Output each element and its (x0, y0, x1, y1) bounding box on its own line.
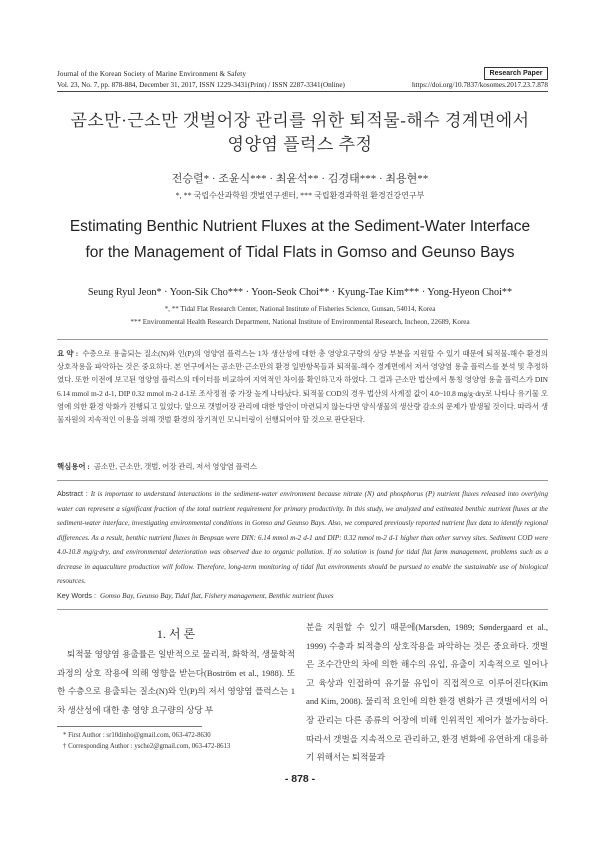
english-title-line1: Estimating Benthic Nutrient Fluxes at the Sediment-Water Interface (69, 218, 531, 235)
divider (57, 480, 548, 481)
english-abstract-label: Abstract : (57, 490, 88, 498)
korean-abstract (57, 347, 548, 426)
english-affiliation-1: *, ** Tidal Flat Research Center, National Institute of Fisheries Science, Gunsan, 54014, Korea (164, 305, 436, 313)
body-text-left: 퇴적물 영양염 용출률은 일반적으로 물리적, 화학적, 생물학적 과정의 상호 작용에 의해 영향을 받는다(Boström et al., 1988). 또한 수층으로 용출되는 질소(N)와 인(P)의 저서 영양염 플럭스는 1차 생산성에 대한 총 영양 요구량의 상당 부 (57, 649, 295, 715)
korean-title-line1: 곰소만·근소만 갯벌어장 관리를 위한 퇴적물-해수 경계면에서 (70, 111, 530, 130)
divider (57, 339, 548, 340)
english-abstract-text: It is important to understand interactions in the sediment-water environment because nitrate (N) and phosphorus (P) nutrient fluxes released into overlying water can represent a significant fraction of the total nutrient requirement for primary productivity. In this study, we analyzed and estimated benthic nutrient fluxes at the sediment-water interface, investigating environmental conditions in Gomso and Geunso Bays. Also, we compared previously reported nutrient flux data to identify regional differences. As a result, benthic nutrient fluxes in Beopsan were DIN: 6.14 mmol m-2 d-1 and DIP: 0.32 mmol m-2 d-1 higher than other survey sites. Sediment COD were 4.0-10.8 mg/g·dry, and environmental deterioration was observed due to organic pollution. If no solution is found for tidal flat farm management, problems such as a decrease in aquaculture production will follow. Therefore, long-term monitoring of tidal flat environments should be pursued to enable the sustainable use of biological resources. (57, 490, 548, 585)
english-keywords-text: Gomso Bay, Geunso Bay, Tidal flat, Fishery management, Benthic nutrient fluxes (100, 592, 334, 600)
korean-keywords-label: 핵심용어 : (57, 462, 90, 471)
english-keywords (57, 591, 334, 600)
section-title: 1. 서 론 (156, 627, 196, 641)
volume-line: Vol. 23, No. 7, pp. 878-884, December 31, 2017, ISSN 1229-3431(Print) / ISSN 2287-3341(Online) (57, 81, 345, 89)
footnote-first-author: * First Author : sr10dinho@gmail.com, 063-472-8630 (63, 732, 211, 739)
divider (57, 609, 548, 610)
korean-abstract-text: 수층으로 용출되는 질소(N)와 인(P)의 영양염 플럭스는 1차 생산성에 대한 총 영양요구량의 상당 부분을 지원할 수 있기 때문에 퇴적물-해수 환경의 상호작용을 파악하는 것은 중요하다. 본 연구에서는 곰소만·근소만의 환경 일반항목들과 퇴적물-해수 경계면에서 저서 영양염 용출 플럭스를 분석 및 추정하였다. 또한 이전에 보고된 영양염 플럭스의 데이터를 비교하여 지역적인 차이를 확인하고자 하였다. 그 결과 근소만 법산에서 통칭 영양염 용출 플럭스가 DIN 6.14 mmol m-2 d-1, DIP 0.32 mmol m-2 d-1로 조사정점 중 가장 높게 나타났다. 퇴적물 COD의 경우 법산의 사계절 값이 4.0~10.8 mg/g·dry로 나타나 유기물 오염에 의한 환경 악화가 진행되고 있었다. 앞으로 갯벌어장 관리에 대한 방안이 마련되지 않는다면 양식생물의 생산량 감소의 문제가 발생될 것이다. 따라서 생물자원의 지속적인 이용을 위해 갯벌 환경의 장기적인 모니터링이 선행되어야 할 것으로 판단된다. (57, 349, 549, 425)
korean-authors: 전승렬* · 조윤식*** · 최윤석** · 김경태*** · 최용현** (171, 173, 429, 185)
english-authors: Seung Ryul Jeon* · Yoon-Sik Cho*** · Yoon-Seok Choi** · Kyung-Tae Kim*** · Yong-Hyeon Choi** (87, 287, 513, 298)
header-rule (57, 91, 548, 92)
body-text-right: 분을 지원할 수 있기 때문에(Marsden, 1989; Søndergaard et al., 1999) 수층과 퇴적층의 상호작용을 파악하는 것은 중요하다. 갯벌은 조수간만의 차에 의한 해수의 유입, 유출이 지속적으로 일어나고 육상과 인접하여 유기물 유입이 직접적으로 이루어진다(Kim and Kim, 2008). 물리적 요인에 의한 환경 변화가 큰 갯벌에서의 어장 관리는 다른 종류의 어장에 비해 인위적인 제어가 불가능하다. 따라서 갯벌을 지속적으로 관리하고, 환경 변화에 유연하게 대응하기 위해서는 퇴적물과 (306, 622, 548, 763)
english-affiliation-2: *** Environmental Health Research Department, National Institute of Environmental Research, Incheon, 22689, Korea (130, 318, 470, 326)
english-title-line2: for the Management of Tidal Flats in Gomso and Geunso Bays (85, 244, 515, 261)
english-keywords-label: Key Words : (57, 591, 97, 600)
korean-abstract-label: 요 약 : (57, 349, 79, 358)
footnote-corresponding-author: † Corresponding Author : ysche2@gmail.com, 063-472-8613 (63, 743, 231, 750)
korean-keywords-text: 곰소만, 근소만, 갯벌, 어장 관리, 저서 영양염 플럭스 (93, 462, 257, 471)
korean-keywords (57, 461, 257, 472)
doi-link[interactable]: https://doi.org/10.7837/kosomes.2017.23.7.878 (411, 81, 548, 89)
korean-affiliation: *, ** 국립수산과학원 갯벌연구센터, *** 국립환경과학원 환경건강연구부 (175, 191, 425, 200)
english-abstract (57, 487, 548, 589)
research-paper-badge: Research Paper (484, 67, 548, 80)
footnote-rule (57, 726, 202, 727)
journal-name: Journal of the Korean Society of Marine Environment & Safety (57, 70, 247, 78)
korean-title-line2: 영양염 플럭스 추정 (227, 135, 373, 154)
page-number: - 878 - (284, 773, 316, 785)
